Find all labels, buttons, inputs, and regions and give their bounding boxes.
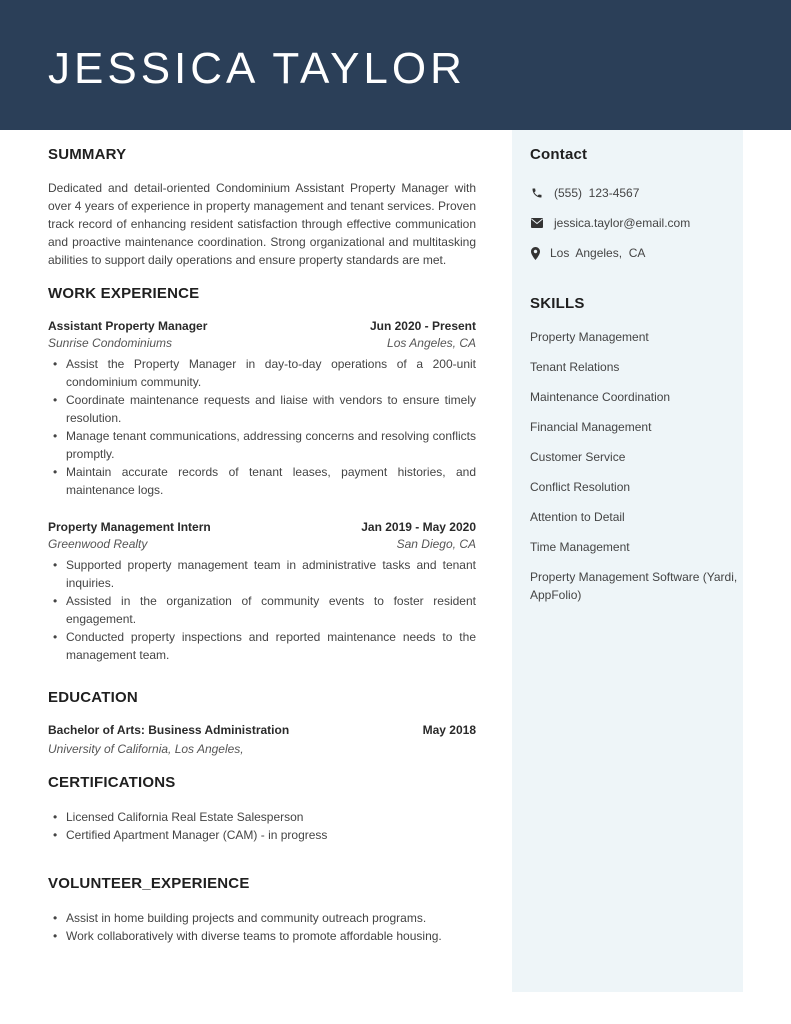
job-subheader <box>48 537 476 551</box>
certifications-heading: CERTIFICATIONS <box>48 774 176 791</box>
contact-heading: Contact <box>530 146 588 163</box>
certifications-list <box>48 808 476 844</box>
job-title: Assistant Property Manager <box>48 319 208 333</box>
graduation-date: May 2018 <box>422 723 476 737</box>
skill-item: Property Management Software (Yardi, AppFolio) <box>530 570 738 602</box>
summary-heading: SUMMARY <box>48 146 127 163</box>
job-company: Sunrise Condominiums <box>48 336 173 350</box>
list-item: • Certified Apartment Manager (CAM) - in progress <box>48 826 476 844</box>
skill-item: Financial Management <box>530 420 652 434</box>
job-bullets <box>48 355 476 499</box>
job-entry <box>48 520 476 664</box>
skill-item: Maintenance Coordination <box>530 390 671 404</box>
list-item: • Assist in home building projects and community outreach programs. <box>48 909 476 927</box>
contact-email <box>530 216 690 230</box>
list-item: • Assist the Property Manager in day-to-day operations of a 200-unit condominium community. <box>48 355 476 391</box>
education-heading: EDUCATION <box>48 689 138 706</box>
volunteer-heading: VOLUNTEER_EXPERIENCE <box>48 875 250 892</box>
job-location: Los Angeles, CA <box>387 336 476 350</box>
skill-item: Attention to Detail <box>530 510 625 524</box>
skill-item: Time Management <box>530 540 630 554</box>
list-item: • Supported property management team in administrative tasks and tenant inquiries. <box>48 556 476 592</box>
school: University of California, Los Angeles, <box>48 742 244 756</box>
list-item: • Maintain accurate records of tenant leases, payment histories, and maintenance logs. <box>48 463 476 499</box>
phone-icon <box>530 186 544 200</box>
summary-text: Dedicated and detail-oriented Condominium Assistant Property Manager with over 4 years of experience in property management and tenant services. Proven track record of enhancing resident satisfaction through effective communication and proactive maintenance coordination. Strong organizational and multitasking abilities to support daily operations and ensure property standards are met. <box>48 181 476 267</box>
job-company: Greenwood Realty <box>48 537 148 551</box>
skill-item: Conflict Resolution <box>530 480 631 494</box>
skill-item: Customer Service <box>530 450 626 464</box>
job-header <box>48 520 476 534</box>
job-location: San Diego, CA <box>396 537 476 551</box>
education-sub <box>48 740 476 758</box>
job-header <box>48 319 476 333</box>
map-pin-icon <box>530 246 540 260</box>
envelope-icon <box>530 216 544 230</box>
contact-phone <box>530 186 639 200</box>
email-address: jessica.taylor@email.com <box>554 216 691 230</box>
list-item: • Manage tenant communications, addressing concerns and resolving conflicts promptly. <box>48 427 476 463</box>
job-bullets <box>48 556 476 664</box>
list-item: • Licensed California Real Estate Salesperson <box>48 808 476 826</box>
list-item: • Assisted in the organization of community events to foster resident engagement. <box>48 592 476 628</box>
volunteer-list <box>48 909 476 945</box>
list-item: • Work collaboratively with diverse teams to promote affordable housing. <box>48 927 476 945</box>
contact-location <box>530 246 645 260</box>
location-text: Los Angeles, CA <box>550 246 646 260</box>
education-header <box>48 723 476 737</box>
skill-item: Tenant Relations <box>530 360 620 374</box>
job-subheader <box>48 336 476 350</box>
education-entry <box>48 723 476 758</box>
work-experience-heading: WORK EXPERIENCE <box>48 285 200 302</box>
job-dates: Jan 2019 - May 2020 <box>361 520 476 534</box>
list-item: • Coordinate maintenance requests and liaise with vendors to ensure timely resolution. <box>48 391 476 427</box>
degree: Bachelor of Arts: Business Administration <box>48 723 290 737</box>
phone-number: (555) 123-4567 <box>554 186 640 200</box>
skill-item: Property Management <box>530 330 649 344</box>
candidate-name: JESSICA TAYLOR <box>48 44 466 93</box>
job-dates: Jun 2020 - Present <box>369 319 476 333</box>
job-entry <box>48 319 476 499</box>
list-item: • Conducted property inspections and reported maintenance needs to the management team. <box>48 628 476 664</box>
skills-heading: SKILLS <box>530 295 585 312</box>
header-banner <box>0 0 791 130</box>
job-title: Property Management Intern <box>48 520 211 534</box>
